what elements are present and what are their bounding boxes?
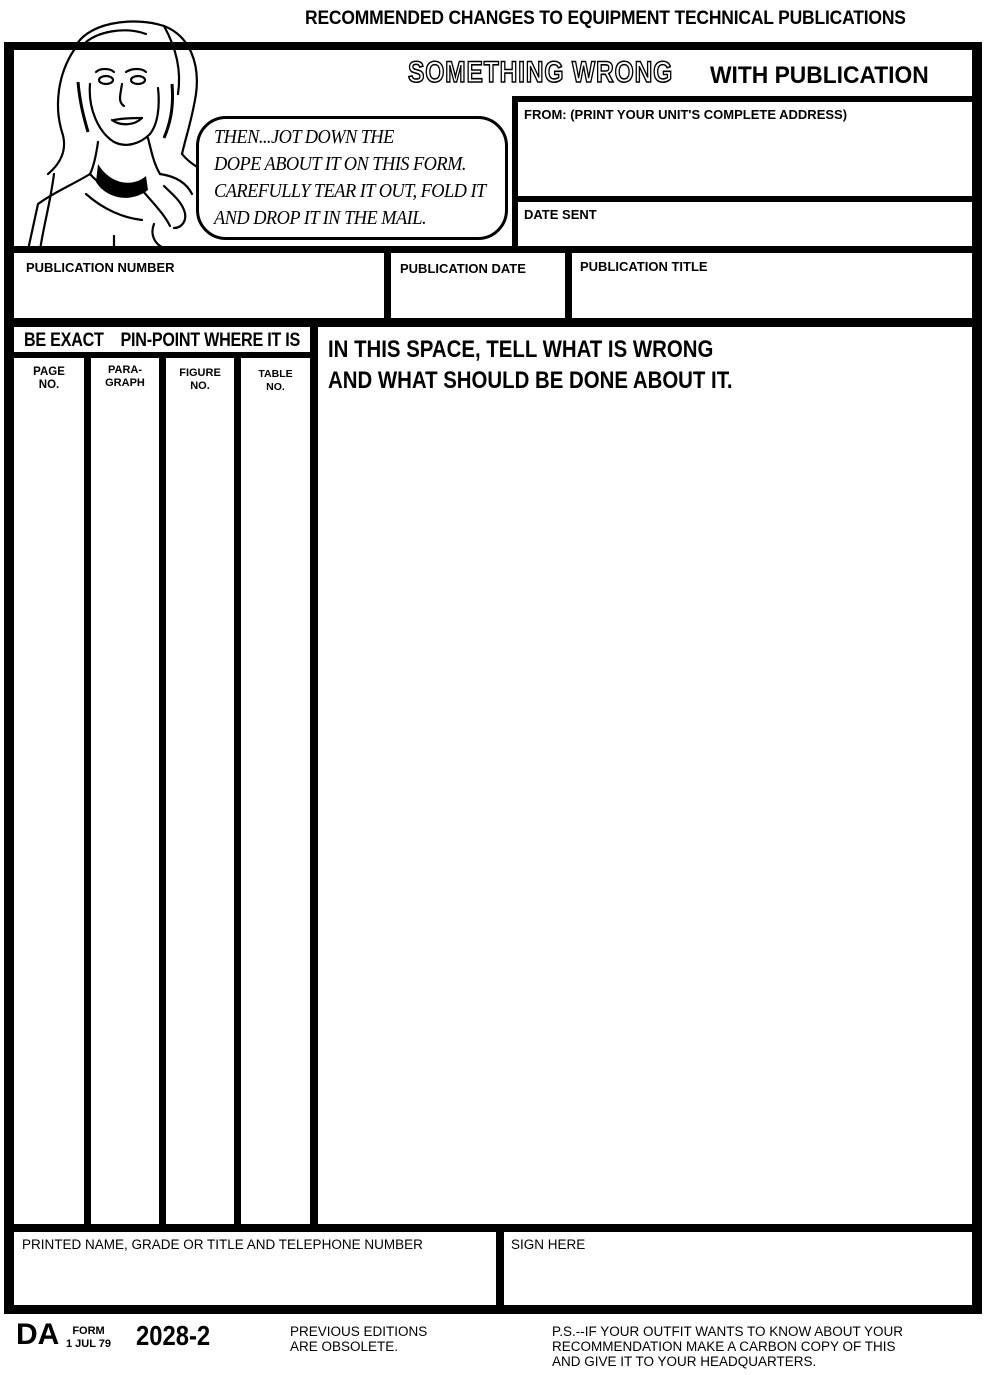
printed-name-label: PRINTED NAME, GRADE OR TITLE AND TELEPHONE NUMBER [22, 1237, 423, 1252]
footer-previous-editions: PREVIOUS EDITIONS ARE OBSOLETE. [290, 1324, 428, 1354]
speech-bubble-text: THEN...JOT DOWN THE DOPE ABOUT IT ON THIS FORM. CAREFULLY TEAR IT OUT, FOLD IT AND DROP IT IN THE MAIL. [214, 126, 486, 229]
col-header-paragraph: PARA- GRAPH [105, 364, 145, 389]
pub-title-label: PUBLICATION TITLE [580, 259, 708, 274]
pub-row-bottom-rule [4, 318, 982, 327]
pub-title-field[interactable] [578, 278, 968, 316]
date-sent-field[interactable] [520, 222, 970, 246]
form-title: RECOMMENDED CHANGES TO EQUIPMENT TECHNICAL PUBLICATIONS [305, 8, 906, 29]
page-no-column-field[interactable] [16, 400, 82, 1220]
footer-form-date: 1 JUL 79 [66, 1338, 112, 1350]
col-header-table: TABLE NO. [258, 368, 293, 393]
from-date-rule [512, 196, 974, 202]
table-no-column-field[interactable] [242, 400, 308, 1220]
from-left-rule [512, 96, 518, 248]
description-instructions: IN THIS SPACE, TELL WHAT IS WRONG AND WHAT SHOULD BE DONE ABOUT IT. [328, 336, 733, 394]
pinpoint-heading: BE EXACT PIN-POINT WHERE IT IS [24, 330, 301, 351]
frame-right [972, 42, 982, 1314]
col-divider-2 [159, 356, 166, 1228]
headline-outline: SOMETHING WRONG [408, 56, 674, 89]
description-field[interactable] [322, 400, 968, 1220]
sign-here-label: SIGN HERE [511, 1237, 586, 1252]
woman-illustration-icon [14, 14, 214, 250]
pub-row-top-rule [4, 246, 982, 253]
pinpoint-right-rule [310, 326, 318, 1228]
footer-form-number: 2028-2 [136, 1320, 211, 1351]
printed-name-field[interactable] [20, 1256, 490, 1302]
figure-no-column-field[interactable] [167, 400, 233, 1220]
col-header-page: PAGE NO. [33, 366, 65, 391]
footer-form-word: FORM [72, 1325, 105, 1337]
paragraph-column-field[interactable] [92, 400, 158, 1220]
header-rule [512, 96, 974, 102]
signature-divider [496, 1224, 504, 1308]
frame-bottom [4, 1305, 982, 1314]
col-divider-1 [84, 356, 91, 1228]
pub-number-label: PUBLICATION NUMBER [26, 260, 175, 275]
pub-date-field[interactable] [396, 278, 560, 316]
from-label: FROM: (PRINT YOUR UNIT'S COMPLETE ADDRESS) [524, 107, 848, 122]
col-divider-3 [234, 356, 241, 1228]
headline-plain: WITH PUBLICATION [710, 62, 929, 89]
footer-ps-note: P.S.--IF YOUR OUTFIT WANTS TO KNOW ABOUT YOUR RECOMMENDATION MAKE A CARBON COPY OF THIS AND GIVE IT TO YOUR HEADQUARTERS. [552, 1324, 904, 1369]
pub-divider-2 [565, 246, 572, 326]
pub-date-label: PUBLICATION DATE [400, 261, 526, 276]
signature-row-top-rule [4, 1224, 982, 1232]
date-sent-label: DATE SENT [524, 207, 597, 222]
pub-number-field[interactable] [20, 278, 380, 316]
sign-here-field[interactable] [508, 1256, 968, 1302]
col-header-figure: FIGURE NO. [179, 367, 221, 392]
frame-left [4, 42, 14, 1314]
footer-form-label [66, 1325, 111, 1351]
pub-divider-1 [384, 246, 391, 326]
from-field[interactable] [520, 124, 970, 194]
footer-agency: DA [16, 1318, 60, 1351]
